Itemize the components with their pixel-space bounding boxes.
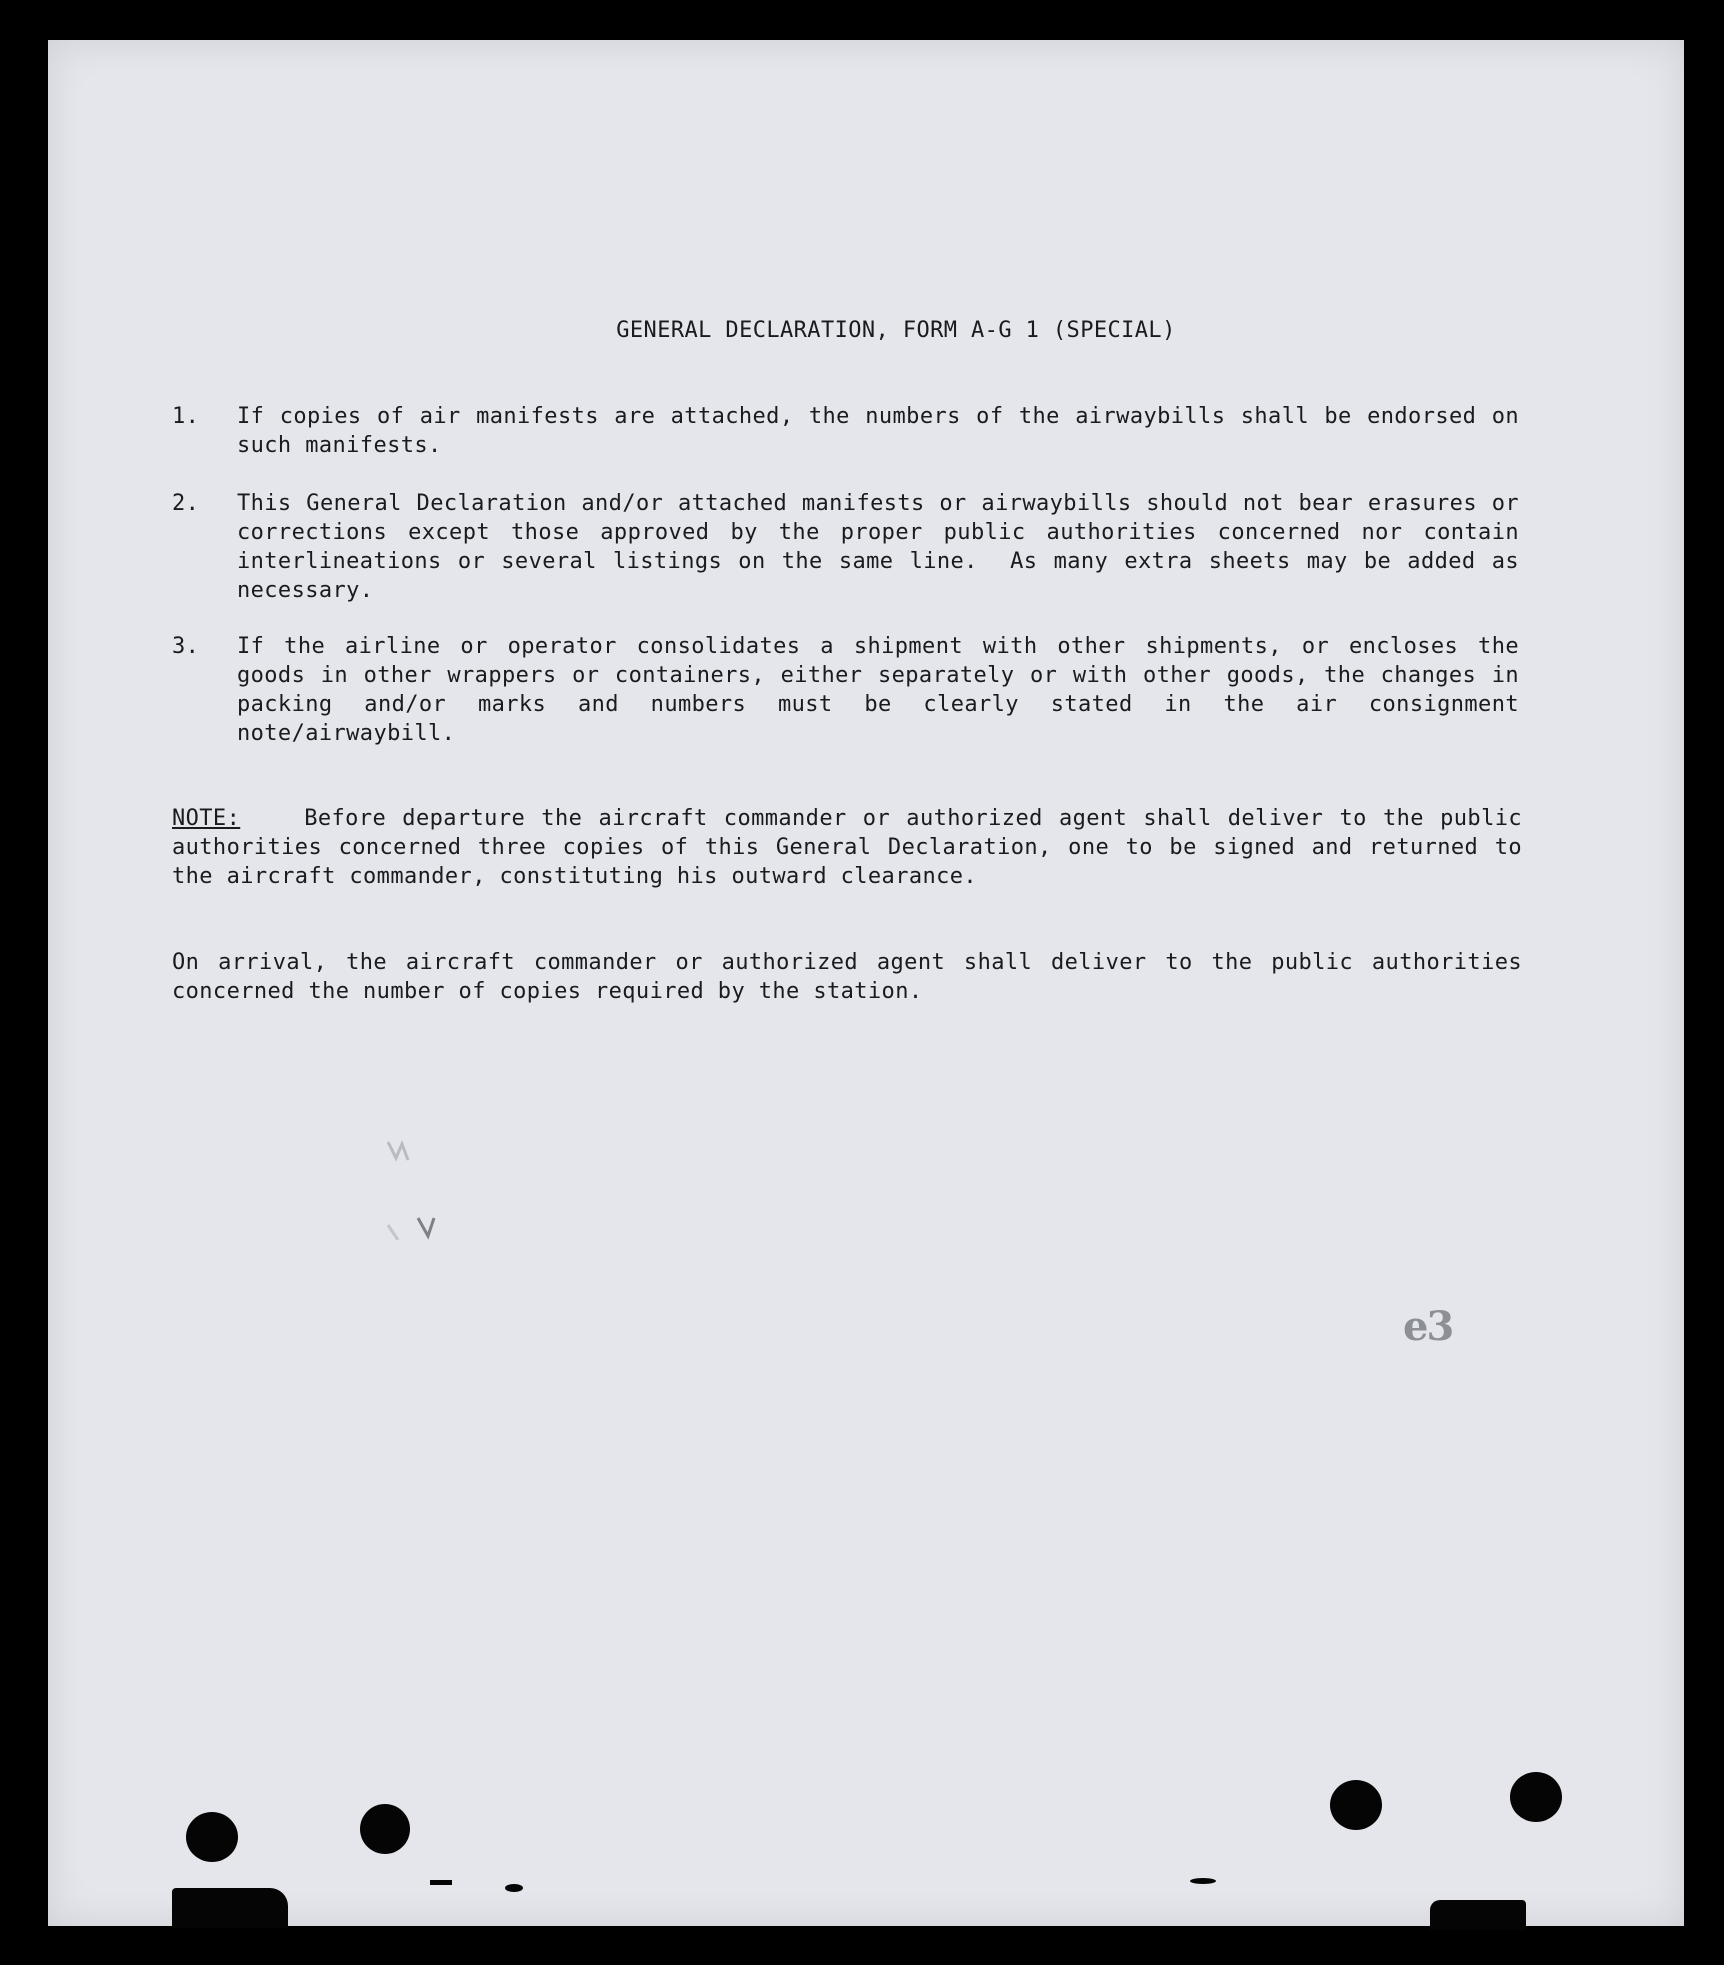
torn-edge	[172, 1888, 288, 1928]
paper-speck	[430, 1880, 452, 1885]
item-number: 3.	[172, 634, 200, 659]
paper-speck	[505, 1884, 523, 1892]
note-text: Before departure the aircraft commander or authorized agent shall deliver to the public authorities concerned three copies of this General Declaration, one to be signed and returned to the aircraft commander, constituting his outward clearance.	[172, 806, 1522, 889]
page-mark: e3	[1403, 1303, 1453, 1350]
paper-speck	[1190, 1878, 1216, 1884]
item-number: 1.	[172, 404, 200, 429]
punch-hole	[1330, 1780, 1382, 1830]
faint-pencil-mark	[368, 1100, 508, 1240]
item-text: This General Declaration and/or attached manifests or airwaybills should not bear erasures or corrections except those approved by the proper public authorities concerned nor contain interlineations or several listings on the same line. As many extra sheets may be added as necessary.	[237, 491, 1533, 603]
item-text: If copies of air manifests are attached, the numbers of the airwaybills shall be endorsed on such manifests.	[237, 404, 1533, 458]
instruction-item	[172, 402, 1572, 460]
punch-hole	[186, 1812, 238, 1862]
instruction-item	[172, 632, 1572, 748]
instruction-item	[172, 489, 1572, 605]
item-text: If the airline or operator consolidates a shipment with other shipments, or encloses the goods in other wrappers or containers, either separately or with other goods, the changes in packing and/or marks and numbers must be clearly stated in the air consignment note/airwaybill.	[237, 634, 1533, 746]
note-paragraph	[172, 804, 1522, 891]
paper-sheet	[48, 40, 1684, 1926]
item-number: 2.	[172, 491, 200, 516]
arrival-paragraph: On arrival, the aircraft commander or authorized agent shall deliver to the public authorities concerned the number of copies required by the station.	[172, 950, 1522, 1004]
torn-edge	[1430, 1900, 1526, 1930]
punch-hole	[1510, 1772, 1562, 1822]
document-title: GENERAL DECLARATION, FORM A-G 1 (SPECIAL)	[616, 318, 1176, 343]
punch-hole	[360, 1804, 410, 1854]
note-label: NOTE:	[172, 806, 241, 831]
